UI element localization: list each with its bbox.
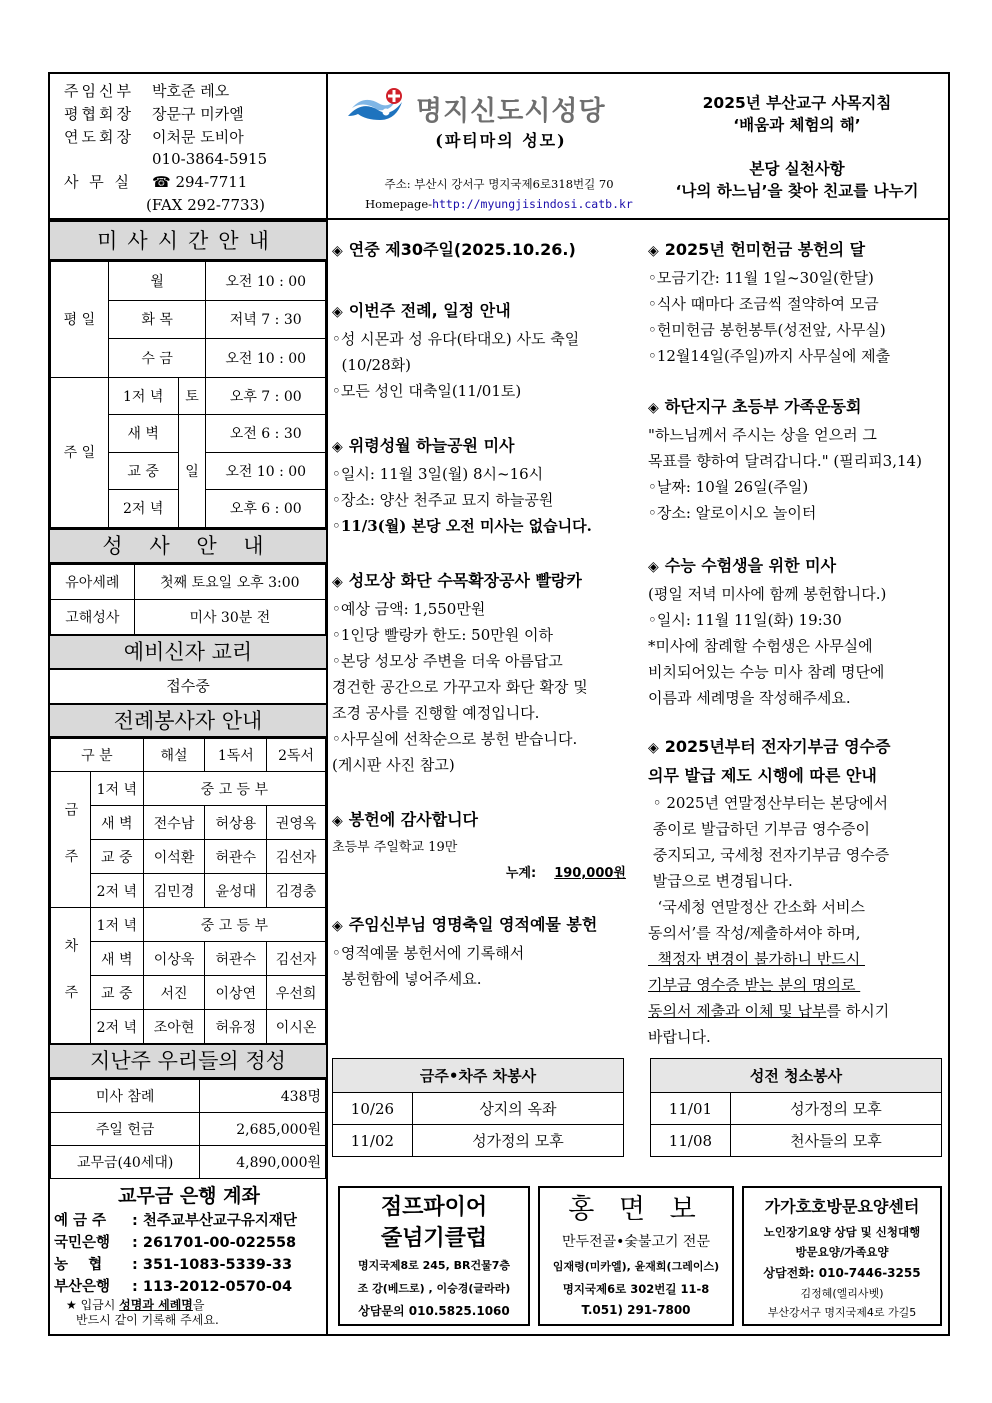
- offering-label: 주일 헌금: [51, 1113, 200, 1146]
- diamond-bullet-icon: ◈: [648, 400, 659, 416]
- thanks-total: [332, 861, 644, 887]
- section-title: [332, 567, 644, 596]
- list-item: 경건한 공간으로 가꾸고자 화단 확장 및: [332, 678, 588, 696]
- service-group: 상지의 옥좌: [412, 1093, 623, 1125]
- vehicle-service-title: 금주•차주 차봉사: [333, 1059, 624, 1093]
- list-item: ◦예상 금액: 1,550만원: [332, 600, 486, 618]
- note-emphasis: 성명과 세례명: [119, 1298, 193, 1312]
- mass-weekday: 토: [178, 377, 206, 415]
- list-item: ◦모든 성인 대축일(11/01토): [332, 382, 522, 400]
- diamond-bullet-icon: ◈: [332, 574, 343, 590]
- bank-note: [54, 1298, 324, 1328]
- bank-label: 농 협: [54, 1257, 103, 1273]
- diamond-bullet-icon: ◈: [332, 304, 343, 320]
- total-label: 누계:: [505, 866, 537, 881]
- emphasis-line: 기부금 영수증 받는 분의 명의로: [648, 976, 861, 994]
- staff-info: [64, 80, 329, 217]
- mass-time: 저녁 7 : 30: [206, 300, 326, 339]
- schedule-title: 이번주 전례, 일정 안내: [348, 301, 511, 320]
- bank-account-box: 교무금 은행 계좌 예 금 주 : 천주교부산교구유지재단 국민은행 : 261701-00-022558 농 협 : 351-1083-5339-33 부산은행 : 113-2012-0570-04 ★ 입금시 성명과 세례명을 반드시 같이 기록해 주세요.: [54, 1182, 324, 1328]
- list-item: (평일 저녁 미사에 함께 봉헌합니다.): [648, 585, 887, 603]
- list-item: 이름과 세례명을 작성해주세요.: [648, 689, 851, 707]
- server-name: 김경충: [267, 874, 326, 908]
- service-group: 성가정의 모후: [730, 1093, 941, 1125]
- receipt-title: 2025년부터 전자기부금 영수증: [664, 737, 891, 756]
- list-item: ◦모금기간: 11월 1일~30일(한달): [648, 269, 874, 287]
- list-item: ‘국세청 연말정산 간소화 서비스: [648, 898, 865, 916]
- list-item: ◦영적예물 봉헌서에 기록해서: [332, 944, 525, 962]
- mass-name: 새 벽: [90, 806, 143, 840]
- ad-line: 부산강서구 명지국제4로 가길5: [767, 1306, 917, 1319]
- bank-label: 부산은행: [54, 1279, 111, 1295]
- mass-name: 1저 녁: [108, 377, 178, 415]
- mass-time: 오전 10 : 00: [206, 262, 326, 301]
- section-title: [332, 432, 644, 461]
- middle-column: [332, 236, 644, 992]
- staff-name: 이처문 도비아: [152, 127, 244, 146]
- mass-time: 오전 10 : 00: [206, 452, 326, 490]
- list-item: (10/28화): [332, 356, 411, 374]
- quote-line: "하느님께서 주시는 상을 얻으러 그: [648, 426, 877, 444]
- list-item: 바랍니다.: [648, 1028, 711, 1046]
- note-text: 을: [192, 1298, 205, 1312]
- quote-line: 목표를 향하여 달려갑니다." (필리피3,14): [648, 452, 922, 470]
- list-item: ◦본당 성모상 주변을 더욱 아름답고: [332, 652, 563, 670]
- server-name: 허관수: [205, 840, 267, 874]
- diamond-bullet-icon: ◈: [332, 813, 343, 829]
- cleaning-service-title: 성전 청소봉사: [651, 1059, 942, 1093]
- note-text: 반드시 같이 기록해 주세요.: [76, 1313, 219, 1327]
- ad-line: 방문요양/가족요양: [795, 1245, 889, 1259]
- mass-time: 오후 6 : 00: [206, 490, 326, 528]
- weekday-label: 평 일: [51, 262, 109, 378]
- offering-value: 2,685,000원: [200, 1113, 326, 1146]
- list-item: 종이로 발급하던 기부금 영수증이: [648, 820, 870, 838]
- staff-role: 연도회장: [64, 127, 134, 146]
- next-week-label: 차 주: [51, 908, 91, 1044]
- list-item: ◦헌미헌금 봉헌봉투(성전앞, 사무실): [648, 321, 886, 339]
- mass-name: 교 중: [90, 976, 143, 1010]
- server-name: 허상용: [205, 806, 267, 840]
- list-item: (게시판 사진 참고): [332, 756, 455, 774]
- list-item: ◦1인당 빨랑카 한도: 50만원 이하: [332, 626, 553, 644]
- church-logo: [346, 88, 656, 128]
- service-group: 천사들의 모후: [730, 1125, 941, 1157]
- exam-title: 수능 수험생을 위한 미사: [664, 556, 837, 575]
- section-title-cont: 의무 발급 제도 시행에 따른 안내: [648, 766, 877, 785]
- mass-name: 새 벽: [108, 415, 178, 453]
- ad-hongmyeonbo: [538, 1186, 734, 1326]
- rice-title: 2025년 헌미헌금 봉헌의 달: [664, 240, 866, 259]
- offering-value: 4,890,000원: [200, 1146, 326, 1179]
- right-column: [648, 236, 948, 1050]
- thanks-item: 초등부 주일학교 19만: [332, 840, 458, 855]
- ad-jumpfire: [338, 1186, 530, 1326]
- ad-name: 홍 면 보: [568, 1194, 704, 1225]
- list-item: 동의서’를 작성/제출하셔야 하며,: [648, 924, 861, 942]
- ad-line: 노인장기요양 상담 및 신청대행: [763, 1225, 921, 1239]
- mass-name: 1저 녁: [90, 772, 143, 806]
- section-title: [648, 236, 948, 265]
- staff-role: 주임신부: [64, 82, 134, 100]
- server-name: 윤성대: [205, 874, 267, 908]
- list-item: *미사에 참례할 수험생은 사무실에: [648, 637, 873, 655]
- section-title: [648, 733, 948, 762]
- thanks-title: 봉헌에 감사합니다: [348, 810, 478, 829]
- ad-name: 가가호호방문요양센터: [764, 1197, 920, 1216]
- offerings-title: 지난주 우리들의 정성: [50, 1043, 326, 1079]
- list-item: ◦날짜: 10월 26일(주일): [648, 478, 809, 496]
- ad-name: 줄넘기클럽: [380, 1226, 488, 1251]
- mass-time: 오전 6 : 30: [206, 415, 326, 453]
- mass-time: 오후 7 : 00: [206, 377, 326, 415]
- ad-phone: T.051) 291-7800: [581, 1303, 691, 1317]
- offering-label: 교무금(40세대): [51, 1146, 200, 1179]
- homepage-label: Homepage-: [365, 197, 433, 211]
- server-group: 중 고 등 부: [143, 908, 325, 942]
- emphasis-text: 동의서 제출과 이체 및 납부: [648, 1002, 827, 1020]
- ad-line: 김정혜(엘리사벳): [800, 1287, 884, 1300]
- list-item: 조경 공사를 진행할 예정입니다.: [332, 704, 540, 722]
- ad-phone: 상담전화: 010-7446-3255: [763, 1266, 921, 1280]
- motto-line: 2025년 부산교구 사목지침: [702, 94, 892, 112]
- bank-value: 천주교부산교구유지재단: [142, 1213, 297, 1229]
- practice-line: 본당 실천사항: [749, 160, 845, 178]
- liturgy-servers-table: [50, 738, 326, 1044]
- mass-schedule-table: [50, 261, 326, 528]
- sacrament-label: 유아세례: [51, 565, 135, 600]
- ad-phone: 상담문의 010.5825.1060: [358, 1304, 510, 1318]
- church-name: 명지신도시성당: [416, 95, 606, 127]
- col-header: 1독서: [205, 739, 267, 772]
- mass-weekday: 일: [178, 415, 206, 528]
- list-item: ◦식사 때마다 조금씩 절약하여 모금: [648, 295, 879, 313]
- sacraments-title: 성 사 안 내: [50, 528, 326, 564]
- statue-title: 성모상 화단 수목확장공사 빨랑카: [348, 571, 582, 590]
- list-item: ◦12월14일(주일)까지 사무실에 제출: [648, 347, 891, 365]
- col-header: 2독서: [267, 739, 326, 772]
- staff-name: 박호준 레오: [152, 82, 230, 100]
- plain-text: 를 하시기: [826, 1002, 890, 1020]
- mass-name: 새 벽: [90, 942, 143, 976]
- mass-day: 수 금: [108, 339, 206, 378]
- mass-day: 화 목: [108, 300, 206, 339]
- service-date: 11/02: [333, 1125, 413, 1157]
- server-name: 전수남: [143, 806, 205, 840]
- server-group: 중 고 등 부: [143, 772, 325, 806]
- section-title: [332, 806, 644, 835]
- server-name: 조아현: [143, 1010, 205, 1044]
- mass-name: 2저 녁: [108, 490, 178, 528]
- server-name: 이상욱: [143, 942, 205, 976]
- ad-line: 명지국제6로 302번길 11-8: [562, 1282, 710, 1296]
- address-text: 주소: 부산시 강서구 명지국제6로318번길 70: [384, 177, 614, 191]
- col-header: 해설: [143, 739, 205, 772]
- bank-label: 예 금 주: [54, 1213, 107, 1229]
- sunday-title: 연중 제30주일(2025.10.26.): [348, 240, 576, 259]
- ad-line: 임재령(미카엘), 윤재희(그레이스): [552, 1260, 720, 1273]
- sacrament-label: 고해성사: [51, 600, 135, 635]
- ad-line: 조 강(베드로) , 이승경(글라라): [357, 1282, 511, 1295]
- list-item: ◦ 2025년 연말정산부터는 본당에서: [648, 794, 888, 812]
- ad-care-center: [742, 1186, 942, 1326]
- church-address: [334, 174, 664, 214]
- emphasis-line: 책정자 변경이 불가하니 반드시: [648, 950, 865, 968]
- list-item: ◦성 시몬과 성 유다(타대오) 사도 축일: [332, 330, 580, 348]
- practice-line: ‘나의 하느님’을 찾아 친교를 나누기: [675, 182, 919, 200]
- catechumen-status: 접수중: [166, 677, 210, 695]
- vehicle-service-table: [332, 1058, 624, 1157]
- office-label: 사 무 실: [64, 173, 133, 192]
- column-divider: [326, 218, 328, 1336]
- offering-value: 438명: [200, 1080, 326, 1113]
- bulletin-page: [48, 72, 950, 1336]
- server-name: 이석환: [143, 840, 205, 874]
- staff-name: 장문구 미카엘: [152, 104, 244, 123]
- cleaning-service-table: [650, 1058, 942, 1157]
- sports-title: 하단지구 초등부 가족운동회: [664, 397, 862, 416]
- diamond-bullet-icon: ◈: [648, 243, 659, 259]
- mass-name: 1저 녁: [90, 908, 143, 942]
- staff-role: 평협회장: [64, 104, 134, 123]
- mass-name: 2저 녁: [90, 874, 143, 908]
- bank-account-number: 261701-00-022558: [142, 1235, 297, 1251]
- church-subtitle: (파티마의 성모): [435, 131, 567, 150]
- header-divider-v: [326, 74, 328, 218]
- diamond-bullet-icon: ◈: [648, 740, 659, 756]
- bank-title: 교무금 은행 계좌: [118, 1185, 260, 1207]
- mass-name: 교 중: [90, 840, 143, 874]
- liturgy-servers-title: 전례봉사자 안내: [50, 703, 326, 738]
- staff-role: [64, 194, 146, 217]
- ad-subtitle: 만두전골•숯불고기 전문: [562, 1234, 710, 1250]
- staff-role: [64, 148, 152, 171]
- sacrament-value: 미사 30분 전: [134, 600, 325, 635]
- office-fax: (FAX 292-7733): [146, 195, 265, 214]
- server-name: 서진: [143, 976, 205, 1010]
- staff-phone: 010-3864-5915: [152, 150, 268, 169]
- bank-label: 국민은행: [54, 1235, 111, 1251]
- server-name: 권영옥: [267, 806, 326, 840]
- sunday-label: 주 일: [51, 377, 109, 527]
- offering-label: 미사 참례: [51, 1080, 200, 1113]
- server-name: 허유정: [205, 1010, 267, 1044]
- diamond-bullet-icon: ◈: [332, 918, 343, 934]
- server-name: 이상연: [205, 976, 267, 1010]
- bank-account-number: 351-1083-5339-33: [142, 1257, 293, 1273]
- mass-schedule-title: 미사시간안내: [50, 220, 326, 261]
- server-name: 김선자: [267, 840, 326, 874]
- list-item: ◦장소: 양산 천주교 묘지 하늘공원: [332, 491, 554, 509]
- list-item: ◦장소: 알로이시오 놀이터: [648, 504, 817, 522]
- diamond-bullet-icon: ◈: [332, 243, 343, 259]
- service-group: 성가정의 모후: [412, 1125, 623, 1157]
- col-header: 구 분: [51, 739, 144, 772]
- list-item: 중지되고, 국세청 전자기부금 영수증: [648, 846, 890, 864]
- logo-emblem-icon: [346, 86, 410, 130]
- ad-name: 점프파이어: [380, 1195, 488, 1220]
- motto-line: ‘배움과 체험의 해’: [733, 116, 861, 134]
- list-item: ◦일시: 11월 3일(월) 8시~16시: [332, 465, 544, 483]
- mass-time: 오전 10 : 00: [206, 339, 326, 378]
- section-title: [648, 552, 948, 581]
- catechumen-title: 예비신자 교리: [50, 634, 326, 670]
- list-item: 발급으로 변경됩니다.: [648, 872, 793, 890]
- server-name: 김민경: [143, 874, 205, 908]
- mass-day: 월: [108, 262, 206, 301]
- offerings-table: [50, 1079, 326, 1179]
- note-text: ★ 입금시: [66, 1298, 120, 1312]
- server-name: 김선자: [267, 942, 326, 976]
- list-item: 비치되어있는 수능 미사 참례 명단에: [648, 663, 885, 681]
- ad-line: 명지국제8로 245, BR건물7층: [358, 1259, 510, 1272]
- sacraments-table: [50, 564, 326, 635]
- mass-name: 교 중: [108, 452, 178, 490]
- sacrament-value: 첫째 토요일 오후 3:00: [134, 565, 325, 600]
- bank-account-number: 113-2012-0570-04: [142, 1279, 293, 1295]
- list-item: 봉헌함에 넣어주세요.: [332, 970, 482, 988]
- office-phone: ☎ 294-7711: [152, 173, 248, 192]
- homepage-line: [334, 194, 664, 214]
- section-title: [332, 297, 644, 326]
- service-date: 10/26: [333, 1093, 413, 1125]
- server-name: 허관수: [205, 942, 267, 976]
- diamond-bullet-icon: ◈: [648, 559, 659, 575]
- service-date: 11/08: [651, 1125, 731, 1157]
- total-value: 190,000원: [554, 866, 626, 881]
- memorial-title: 위령성월 하늘공원 미사: [348, 436, 515, 455]
- section-title: [332, 911, 644, 940]
- list-item: ◦사무실에 선착순으로 봉헌 받습니다.: [332, 730, 578, 748]
- service-date: 11/01: [651, 1093, 731, 1125]
- feast-title: 주임신부님 영명축일 영적예물 봉헌: [348, 915, 598, 934]
- server-name: 이시온: [267, 1010, 326, 1044]
- this-week-label: 금 주: [51, 772, 91, 908]
- list-item: ◦11/3(월) 본당 오전 미사는 없습니다.: [332, 517, 592, 535]
- section-title: [332, 236, 644, 265]
- server-name: 우선희: [267, 976, 326, 1010]
- diamond-bullet-icon: ◈: [332, 439, 343, 455]
- list-item: ◦일시: 11월 11일(화) 19:30: [648, 611, 842, 629]
- section-title: [648, 393, 948, 422]
- mass-name: 2저 녁: [90, 1010, 143, 1044]
- emphasis-line-mixed: [648, 998, 948, 1024]
- pastoral-motto: [644, 92, 950, 202]
- homepage-link[interactable]: http://myungjisindosi.catb.kr: [432, 197, 633, 211]
